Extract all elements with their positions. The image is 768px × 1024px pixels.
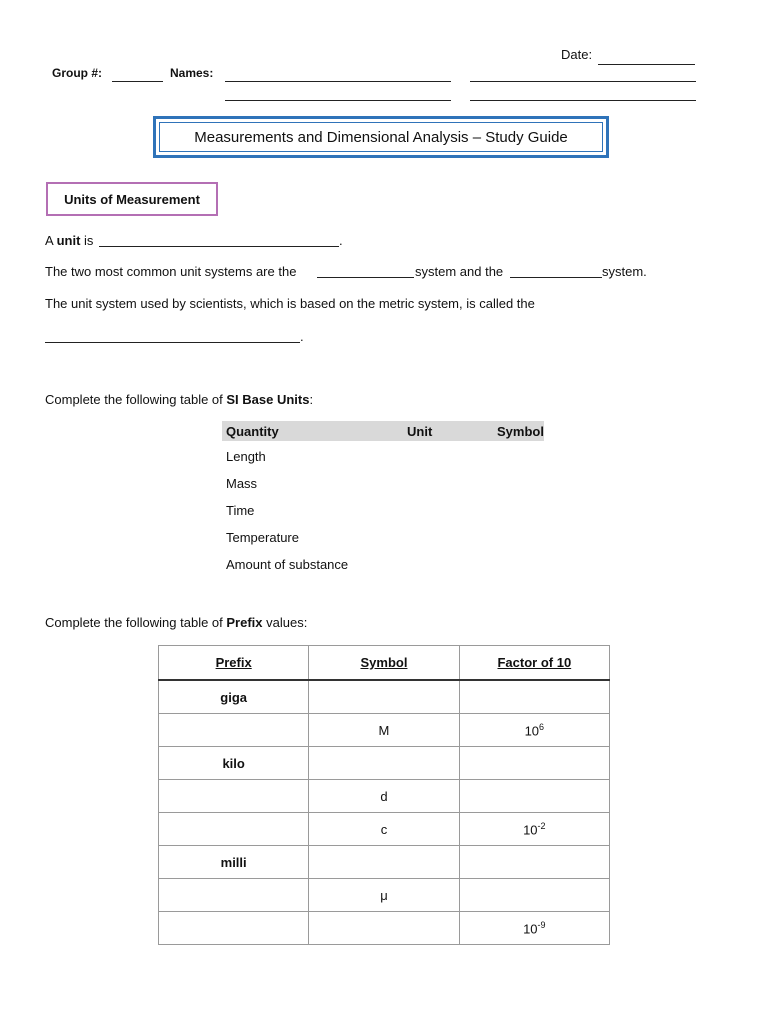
factor-cell[interactable]	[459, 747, 609, 780]
symbol-cell[interactable]: M	[309, 714, 459, 747]
prefix-table-header	[159, 646, 610, 681]
header-symbol: Symbol	[497, 424, 544, 439]
title-box	[153, 116, 609, 158]
symbol-cell[interactable]	[309, 747, 459, 780]
table-row	[159, 680, 610, 714]
header-quantity: Quantity	[226, 424, 279, 439]
name-field-1[interactable]	[225, 81, 451, 82]
question-systems-b: system and the	[415, 264, 504, 279]
symbol-cell[interactable]: μ	[309, 879, 459, 912]
date-label: Date:	[561, 47, 593, 62]
si-row-time: Time	[226, 503, 255, 518]
system-blank-2[interactable]	[510, 277, 602, 278]
name-field-2[interactable]	[470, 81, 696, 82]
si-row-length: Length	[226, 449, 266, 464]
prefix-cell[interactable]	[159, 813, 309, 846]
table-row	[159, 879, 610, 912]
prefix-cell[interactable]: kilo	[159, 747, 309, 780]
factor-cell[interactable]	[459, 846, 609, 879]
prefix-table-instruction: Complete the following table of Prefix values:	[45, 615, 308, 630]
name-field-3[interactable]	[225, 100, 451, 101]
prefix-cell[interactable]	[159, 780, 309, 813]
system-blank-1[interactable]	[317, 277, 414, 278]
factor-cell[interactable]	[459, 780, 609, 813]
table-row	[159, 780, 610, 813]
factor-cell[interactable]: $10^{-9}$	[459, 912, 609, 945]
header-factor: Factor of 10	[459, 646, 609, 681]
question-systems-c: system.	[602, 264, 647, 279]
name-field-4[interactable]	[470, 100, 696, 101]
table-row	[159, 714, 610, 747]
si-table-instruction: Complete the following table of SI Base Units:	[45, 392, 314, 407]
symbol-cell[interactable]: d	[309, 780, 459, 813]
symbol-cell[interactable]	[309, 680, 459, 714]
names-label: Names:	[170, 66, 214, 80]
prefix-cell[interactable]: milli	[159, 846, 309, 879]
factor-cell[interactable]	[459, 680, 609, 714]
group-label: Group #:	[52, 66, 102, 80]
table-row	[159, 912, 610, 945]
prefix-cell[interactable]: giga	[159, 680, 309, 714]
factor-cell[interactable]: $10^{-2}$	[459, 813, 609, 846]
si-row-amount: Amount of substance	[226, 557, 349, 572]
group-field[interactable]	[112, 81, 163, 82]
table-row	[159, 813, 610, 846]
factor-cell[interactable]: $10^6$	[459, 714, 609, 747]
si-table-header	[222, 421, 544, 441]
prefix-cell[interactable]	[159, 912, 309, 945]
prefix-cell[interactable]	[159, 714, 309, 747]
question-systems-a: The two most common unit systems are the	[45, 264, 297, 279]
table-row	[159, 846, 610, 879]
symbol-cell[interactable]: c	[309, 813, 459, 846]
prefix-cell[interactable]	[159, 879, 309, 912]
si-system-blank[interactable]	[45, 342, 300, 343]
symbol-cell[interactable]	[309, 912, 459, 945]
question-si-system: The unit system used by scientists, which is based on the metric system, is called the	[45, 296, 535, 311]
header-symbol: Symbol	[309, 646, 459, 681]
question-unit: A unit is	[45, 233, 94, 248]
symbol-cell[interactable]	[309, 846, 459, 879]
si-base-units-table	[222, 421, 544, 576]
header-unit: Unit	[407, 424, 433, 439]
si-row-mass: Mass	[226, 476, 258, 491]
prefix-table	[158, 645, 610, 945]
si-row-temperature: Temperature	[226, 530, 299, 545]
table-row	[159, 747, 610, 780]
section-heading: Units of Measurement	[46, 182, 218, 216]
header-prefix: Prefix	[159, 646, 309, 681]
date-field[interactable]	[598, 64, 695, 65]
page-title: Measurements and Dimensional Analysis – Study Guide	[159, 122, 603, 152]
unit-definition-blank[interactable]	[99, 246, 339, 247]
factor-cell[interactable]	[459, 879, 609, 912]
